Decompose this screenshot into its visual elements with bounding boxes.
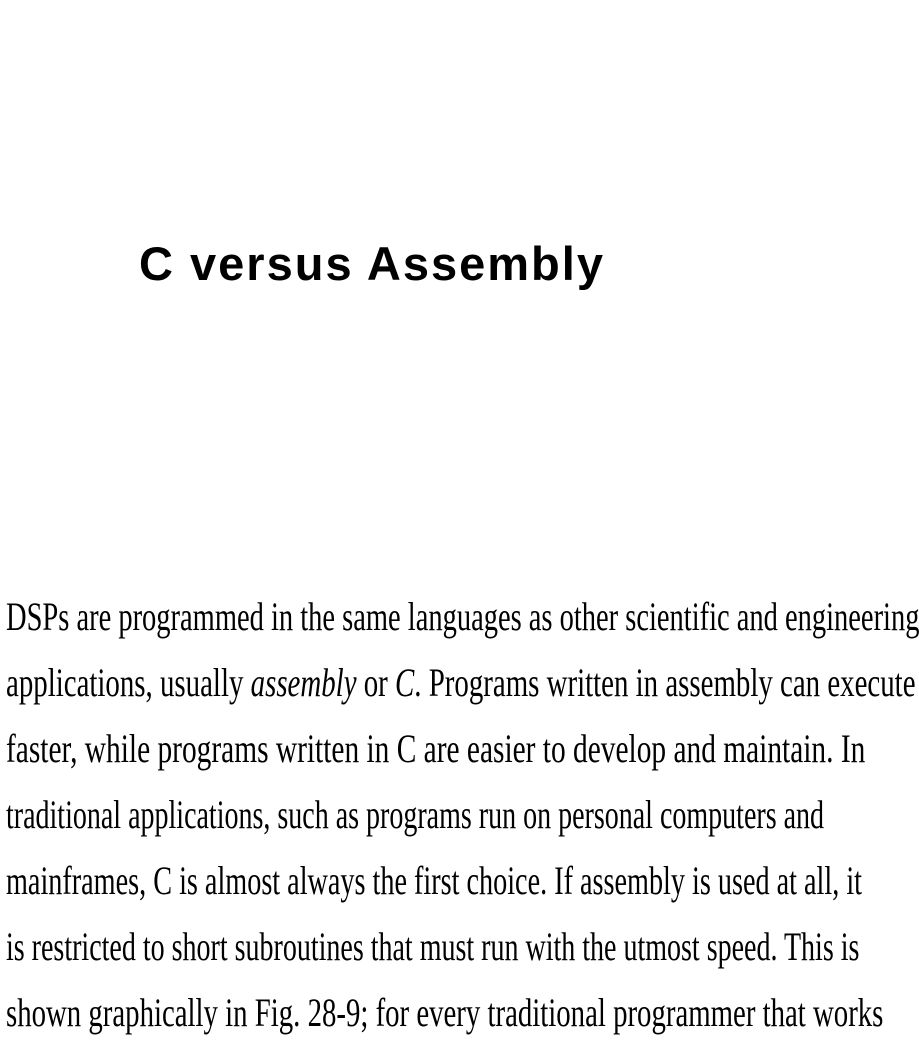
paragraph-line (6, 650, 916, 716)
paragraph-line: traditional applications, such as programs run on personal computers and (6, 792, 825, 837)
text-run: applications, usually (6, 660, 251, 705)
emphasis-assembly: assembly (250, 660, 357, 705)
paragraph-line: mainframes, C is almost always the first choice. If assembly is used at all, it (6, 858, 862, 903)
paragraph-line: is restricted to short subroutines that must run with the utmost speed. This is (6, 924, 860, 969)
emphasis-c: C (395, 660, 415, 705)
page-title: C versus Assembly (139, 237, 605, 290)
text-run: or (356, 660, 396, 705)
text-run: . Programs written in assembly can execute (414, 660, 916, 705)
paragraph-line: shown graphically in Fig. 28-9; for every traditional programmer that works (6, 990, 884, 1035)
paragraph-line: DSPs are programmed in the same languages as other scientific and engineering (6, 594, 919, 639)
body-paragraph (6, 584, 919, 1046)
paragraph-line: faster, while programs written in C are easier to develop and maintain. In (6, 726, 866, 771)
